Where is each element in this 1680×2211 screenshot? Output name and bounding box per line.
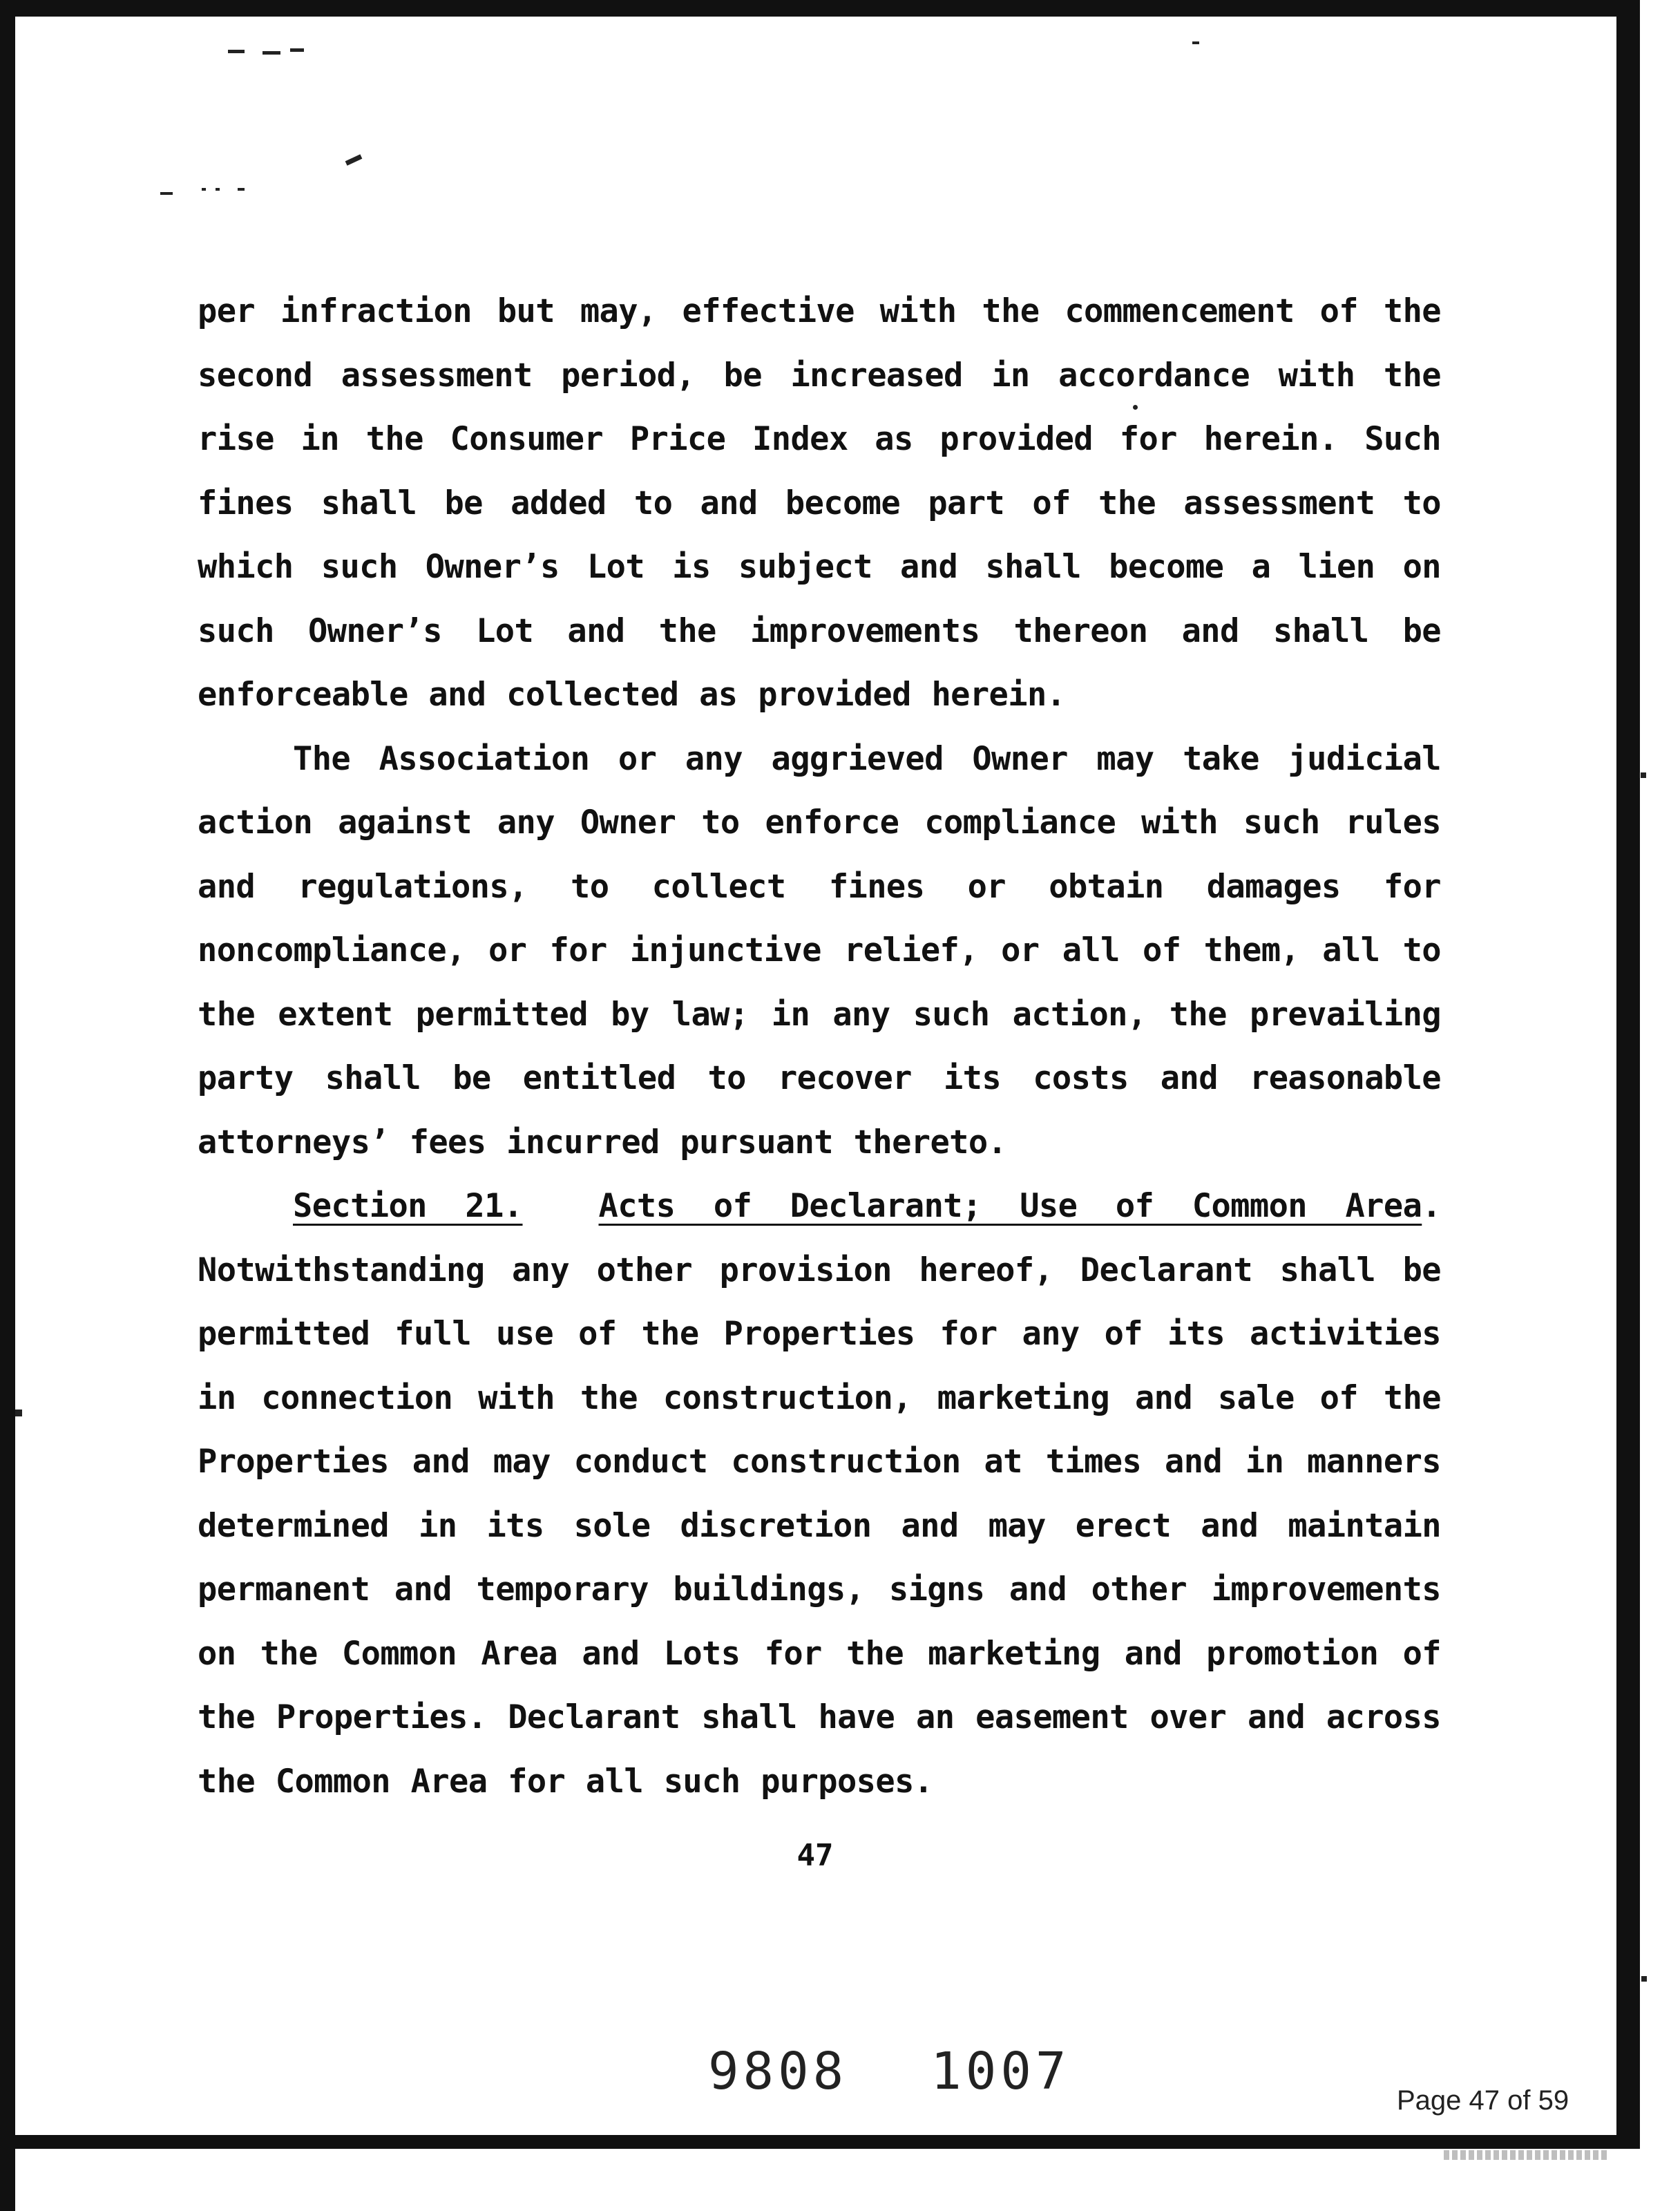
scan-speck <box>15 1410 22 1416</box>
paragraph-judicial-action: The Association or any aggrieved Owner may take judicial action against any Owner to enforce compliance with such rules and regulations, to collect fines or obtain damages for noncompliance, or for injunctive relief, or all of them, all to the extent permitted by law; in any such action, the prevailing party shall be entitled to recover its costs and reasonable attorneys’ fees incurred pursuant thereto. <box>198 739 1441 1161</box>
scan-speck <box>160 192 173 195</box>
scan-speck <box>345 154 363 165</box>
scan-speck <box>202 188 206 191</box>
scan-speck <box>238 188 245 191</box>
scan-speck <box>1641 1976 1647 1982</box>
paragraph-fines: per infraction but may, effective with the commencement of the second assessment period, be increased in accordance with the rise in the Consumer Price Index as provided for herein. Such fines shall be added to and become part of the assessment to which such Owner’s Lot is subject and shall become a lien on such Owner’s Lot and the improvements thereon and shall be enforceable and collected as provided herein. <box>198 292 1441 714</box>
document-body <box>198 280 1441 1814</box>
scan-border-top <box>0 0 1616 17</box>
section-title-punctuation: . <box>1422 1187 1441 1225</box>
page-counter: Page 47 of 59 <box>1397 2085 1569 2116</box>
scan-speck <box>228 50 245 53</box>
section-body: Notwithstanding any other provision hereof, Declarant shall be permitted full use of the Properties for any of its activities in connection with the construction, marketing and sale of the Properties and may conduct construction at times and in manners determined in its sole discretion and may erect and maintain permanent and temporary buildings, signs and other improvements on the Common Area and Lots for the marketing and promotion of the Properties. Declarant shall have an easement over and across the Common Area for all such purposes. <box>198 1251 1441 1801</box>
scan-speck <box>216 188 220 191</box>
page-number: 47 <box>796 1838 834 1873</box>
section-21 <box>198 1175 1441 1814</box>
scan-border-left <box>0 0 15 2211</box>
illegible-stamp <box>1444 2150 1610 2160</box>
recording-page: 1007 <box>930 2042 1071 2101</box>
recording-book: 9808 <box>708 2042 848 2101</box>
scan-border-bottom <box>0 2135 1640 2149</box>
section-number: Section 21. <box>293 1187 523 1225</box>
scan-speck <box>1192 41 1199 44</box>
scan-speck <box>262 51 280 55</box>
scan-speck <box>290 48 304 52</box>
scan-border-right <box>1616 0 1640 2149</box>
scan-speck <box>1641 772 1646 778</box>
section-title: Acts of Declarant; Use of Common Area <box>598 1187 1422 1225</box>
recording-stamp <box>708 2042 1070 2101</box>
